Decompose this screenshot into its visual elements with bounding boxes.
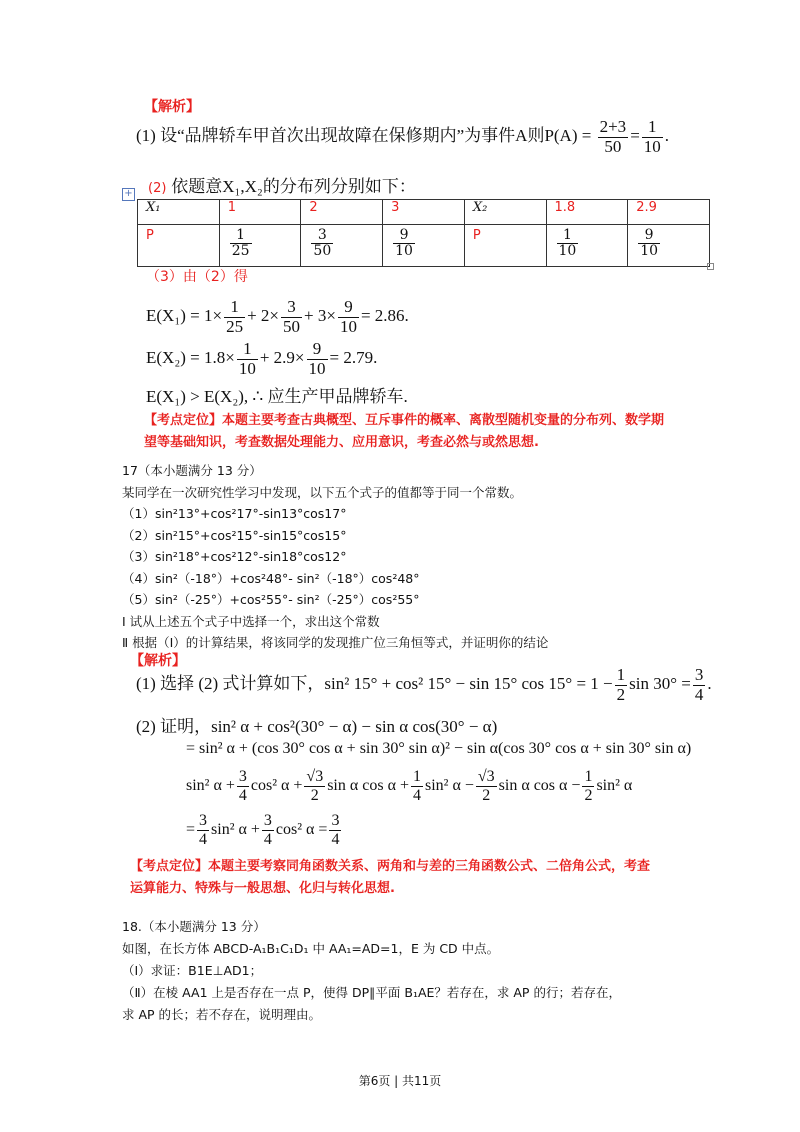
distribution-table	[137, 199, 710, 267]
table-cell: $\frac{3}{50}$	[301, 225, 383, 267]
q18-line: （Ⅱ）在棱 AA1 上是否存在一点 P，使得 DP∥平面 B₁AE？若存在，求 AP 的行；若存在，	[122, 985, 621, 1000]
table-cell: $\frac{9}{10}$	[628, 225, 710, 267]
q17-item: （1）sin²13°+cos²17°-sin13°cos17°	[122, 506, 347, 521]
q17-proof-line2: = sin² α + (cos 30° cos α + sin 30° sin α)² − sin α(cos 30° cos α + sin 30° sin α)	[186, 740, 692, 757]
table-cell: $\frac{9}{10}$	[383, 225, 465, 267]
conclusion: E(X₁) > E(X₂), ∴ 应生产甲品牌轿车.	[146, 387, 408, 406]
table-cell: 3	[383, 200, 465, 225]
part2-label: (2)	[148, 181, 167, 196]
part1-text: (1) 设“品牌轿车甲首次出现故障在保修期内”为事件A则P(A) =	[136, 126, 592, 146]
table-cell: X₂	[464, 200, 546, 225]
jiexi-heading-1: 【解析】	[144, 99, 200, 115]
q17-item: （5）sin²（-25°）+cos²55°- sin²（-25°）cos²55°	[122, 592, 420, 607]
q17-task1: Ⅰ 试从上述五个式子中选择一个，求出这个常数	[122, 613, 380, 629]
table-resize-handle[interactable]	[707, 263, 714, 270]
part3-label: （3）由（2）得	[146, 269, 248, 285]
q17-title: 17（本小题满分 13 分）	[122, 463, 262, 478]
table-cell: $\frac{1}{10}$	[546, 225, 628, 267]
table-cell: $\frac{1}{25}$	[219, 225, 301, 267]
part1-statement: (1) 设“品牌轿车甲首次出现故障在保修期内”为事件A则P(A) = $\frac{2+3}{50}$ = $\frac{1}{10}$ .	[136, 117, 670, 156]
fraction: $\frac{2+3}{50}$	[599, 117, 627, 156]
table-cell: 2.9	[628, 200, 710, 225]
q17-proof-line3: sin² α + $\frac{3}{4}$ cos² α + $\frac{√3}{2}$ sin α cos α + $\frac{1}{4}$ sin² α − $\frac{√3}{2}$ sin α cos α − $\frac{1}{2}$ sin² α	[186, 768, 633, 804]
table-cell: 2	[301, 200, 383, 225]
kaodian-2: 【考点定位】本题主要考察同角函数关系、两角和与差的三角函数公式、二倍角公式，考查 运算能力、特殊与一般思想、化归与转化思想.	[130, 859, 651, 896]
table-cell: 1.8	[546, 200, 628, 225]
q17-proof-line4: = $\frac{3}{4}$ sin² α + $\frac{3}{4}$ cos² α = $\frac{3}{4}$	[186, 812, 340, 848]
page-footer: 第6页 | 共11页	[358, 1074, 442, 1088]
q17-item: （4）sin²（-18°）+cos²48°- sin²（-18°）cos²48°	[122, 570, 420, 586]
table-cell: 1	[219, 200, 301, 225]
q17-proof-line1: (2) 证明，sin² α + cos²(30° − α) − sin α cos(30° − α)	[136, 717, 498, 736]
table-cell: P	[138, 225, 220, 267]
q17-solution-1: (1) 选择 (2) 式计算如下，sin² 15° + cos² 15° − sin 15° cos 15° = 1 − $\frac{1}{2}$ sin 30° = $\frac{3}{4}$ .	[136, 665, 712, 704]
part2-text: 依题意X₁,X₂的分布列分别如下：	[171, 177, 416, 196]
q18-line: （Ⅰ）求证：B1E⊥AD1；	[122, 963, 263, 978]
kaodian-1: 【考点定位】本题主要考查古典概型、互斥事件的概率、离散型随机变量的分布列、数学期 望等基础知识，考查数据处理能力、应用意识，考查必然与或然思想.	[144, 413, 665, 450]
question-17	[122, 460, 548, 654]
question-18	[122, 916, 621, 1026]
table-move-handle-icon[interactable]: +	[122, 188, 135, 201]
expectation-x1: E(X₁) = 1× $\frac{1}{25}$ + 2× $\frac{3}{50}$ + 3× $\frac{9}{10}$ = 2.86.	[146, 297, 409, 336]
fraction: $\frac{1}{10}$	[643, 117, 661, 156]
q17-task2: Ⅱ 根据（Ⅰ）的计算结果，将该同学的发现推广位三角恒等式，并证明你的结论	[122, 635, 549, 650]
q17-intro: 某同学在一次研究性学习中发现，以下五个式子的值都等于同一个常数。	[122, 484, 523, 500]
q18-line: 如图，在长方体 ABCD-A₁B₁C₁D₁ 中 AA₁=AD=1，E 为 CD 中点。	[122, 941, 500, 956]
table-cell: P	[464, 225, 546, 267]
part2-statement	[148, 172, 416, 197]
q18-title: 18.（本小题满分 13 分）	[122, 919, 266, 934]
table-cell: X₁	[138, 200, 220, 225]
q17-item: （2）sin²15°+cos²15°-sin15°cos15°	[122, 527, 347, 543]
q17-item: （3）sin²18°+cos²12°-sin18°cos12°	[122, 549, 347, 564]
q18-line: 求 AP 的长；若不存在，说明理由。	[122, 1007, 322, 1022]
expectation-x2: E(X₂) = 1.8× $\frac{1}{10}$ + 2.9× $\frac{9}{10}$ = 2.79.	[146, 339, 378, 378]
jiexi-heading-2: 【解析】	[130, 653, 186, 669]
